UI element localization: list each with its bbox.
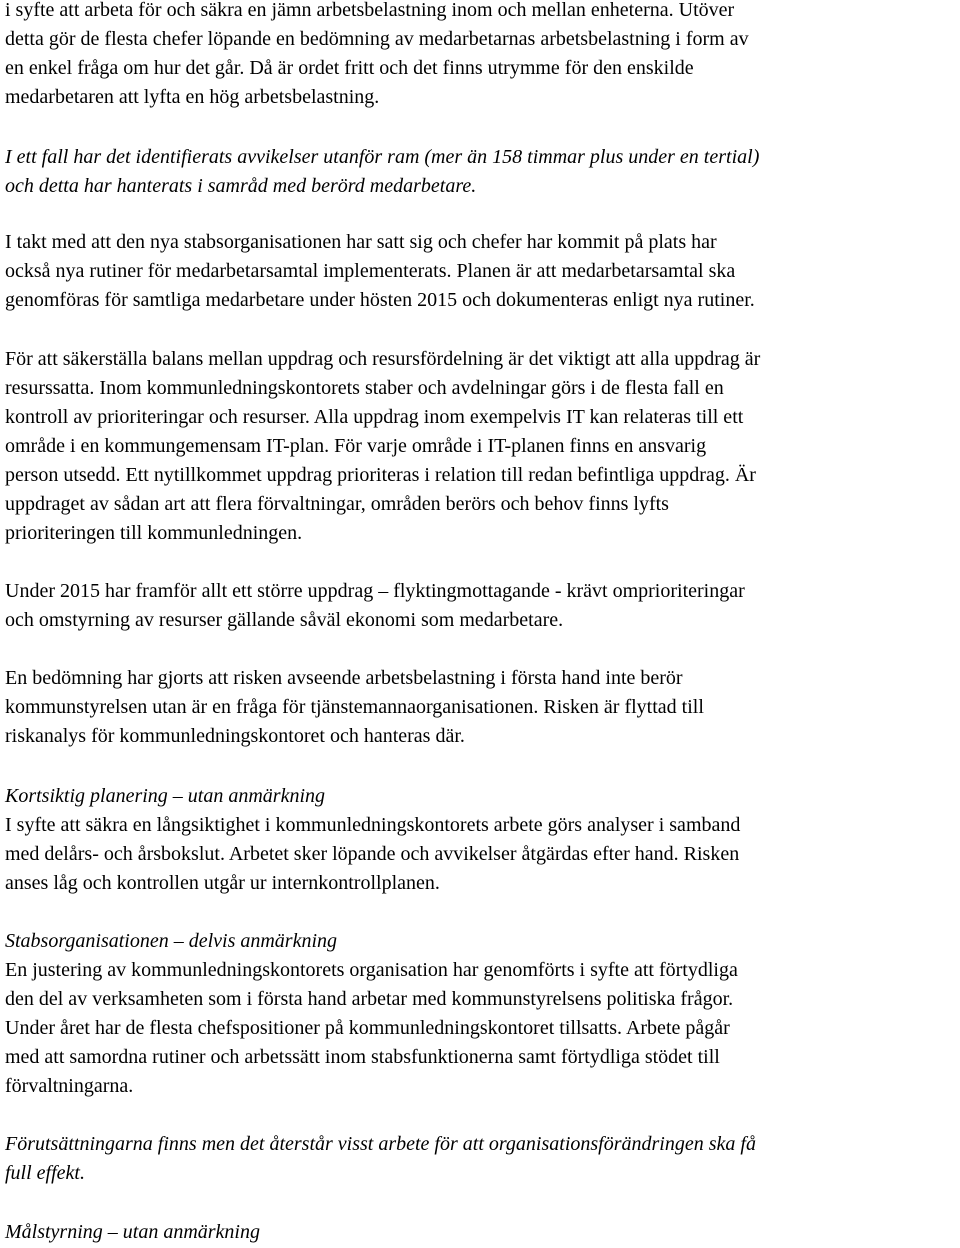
paragraph-risk-assessment: En bedömning har gjorts att risken avseende arbetsbelastning i första hand inte berör kommunstyrelsen utan är en fråga för tjänstemannaorganisationen. Risken är flyttad till riskanalys för kommunledningskontoret och hanteras där. [5,667,704,747]
section-heading-short-term-planning: Kortsiktig planering – utan anmärkning [5,785,325,807]
section-heading-goal-management: Målstyrning – utan anmärkning [5,1221,260,1243]
paragraph-workload-follow-up: i syfte att arbeta för och säkra en jämn arbetsbelastning inom och mellan enheterna. Utöver detta gör de flesta chefer löpande en bedömning av medarbetarnas arbetsbelastning i form av en enkel fråga om hur det går. Då är ordet fritt och det finns utrymme för den enskilde medarbetaren att lyfta en hög arbetsbelastning. [5,0,749,108]
paragraph-resource-balance: För att säkerställa balans mellan uppdrag och resursfördelning är det viktigt att alla uppdrag är resurssatta. Inom kommunledningskontorets staber och avdelningar görs i de flesta fall en kontroll av prioriteringar och resurser. Alla uppdrag inom exempelvis IT kan relateras till ett område i en kommungemensam IT-plan. För varje område i IT-planen finns en ansvarig person utsedd. Ett nytillkommet uppdrag prioriteras i relation till redan befintliga uppdrag. Är uppdraget av sådan art att flera förvaltningar, områden berörs och behov finns lyfts prioriteringen till kommunledningen. [5,348,761,544]
section-heading-staff-organisation: Stabsorganisationen – delvis anmärkning [5,930,338,952]
paragraph-deviation-case: I ett fall har det identifierats avvikelser utanför ram (mer än 158 timmar plus under en tertial) och detta har hanterats i samråd med berörd medarbetare. [5,146,760,197]
paragraph-organisation-conclusion: Förutsättningarna finns men det återstår visst arbete för att organisationsförändringen ska få full effekt. [5,1133,756,1184]
paragraph-short-term-planning: I syfte att säkra en långsiktighet i kommunledningskontorets arbete görs analyser i samband med delårs- och årsbokslut. Arbetet sker löpande och avvikelser åtgärdas efter hand. Risken anses låg och kontrollen utgår ur internkontrollplanen. [5,814,741,894]
paragraph-staff-organisation: En justering av kommunledningskontorets organisation har genomförts i syfte att förtydliga den del av verksamheten som i första hand arbetar med kommunstyrelsens politiska frågor. Under året har de flesta chefspositioner på kommunledningskontoret tillsatts. Arbete pågår med att samordna rutiner och arbetssätt inom stabsfunktionerna samt förtydliga stödet till förvaltningarna. [5,959,738,1097]
paragraph-refugee-reception: Under 2015 har framför allt ett större uppdrag – flyktingmottagande - krävt omprioriteringar och omstyrning av resurser gällande såväl ekonomi som medarbetare. [5,580,745,631]
paragraph-employee-talks: I takt med att den nya stabsorganisationen har satt sig och chefer har kommit på plats har också nya rutiner för medarbetarsamtal implementerats. Planen är att medarbetarsamtal ska genomföras för samtliga medarbetare under hösten 2015 och dokumenteras enligt nya rutiner. [5,231,755,311]
